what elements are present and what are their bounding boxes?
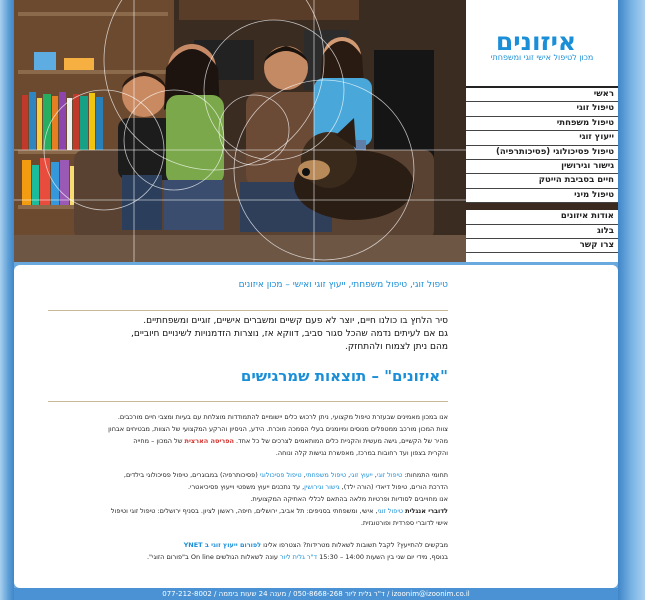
main-nav — [466, 86, 618, 253]
text-span: , אישי, ומשפחתי בסניפים: תל אביב, ירושלים, חיפה, ראשון לציון. בסניף ירושלים: טיפול זוגי וטיפול — [110, 507, 378, 515]
paragraph-specialties: תחומי התמחות: טיפול זוגי, ייעוץ זוגי, טיפול משפחתי, טיפול פסיכולוגי (פסיכותרפיה) במבוגרים, טיפול פסיכולוגי בילדים, הדרכת הורים, טיפול דיאדי (הורה ילד), גישור וגירושין, עד נתכנים ייעוץ משפטי וייעוץ פסיכיאטרי. אנו מחוייבים לסודיות ופרטיות מלאה בהתאם לכללי האתיקה המקצועית. לדוברי אנגלית טיפול זוגי, אישי, ומשפחתי בסניפים: תל אביב, ירושלים, חיפה, ראשון לציון. בסניף ירושלים: טיפול זוגי וטיפול אישי לדוברי ספרדית ופורטוגזית. — [110, 471, 448, 527]
link-couple-counseling[interactable]: ייעוץ זוגי — [350, 471, 373, 479]
link-mediation[interactable]: גישור וגירושין — [304, 483, 340, 491]
brand-logo[interactable] — [466, 0, 618, 76]
page-tagline: טיפול זוגי, טיפול משפחתי, ייעוץ זוגי ואישי – מכון איזונים — [238, 280, 448, 290]
nav-item-home[interactable]: ראשי — [466, 86, 618, 102]
nav-item-psychotherapy[interactable]: טיפול פסיכולוגי (פסיכותרפיה) — [466, 146, 618, 160]
link-psychotherapy[interactable]: טיפול פסיכולוגי — [259, 471, 302, 479]
intro-line: סיר הלחץ בו כולנו חיים, יוצר לא פעם קשיים ומשברים אישיים, זוגיים ומשפחתיים. — [143, 316, 448, 326]
right-stripe — [618, 0, 645, 600]
intro-line: מהם ניתן לצמוח ולהתחזק. — [344, 342, 448, 352]
paragraph-about — [28, 411, 448, 459]
text-span: תחומי התמחות: — [404, 471, 448, 479]
left-stripe — [0, 0, 14, 600]
nav-item-hitech-life[interactable]: חיים בסביבת הייטק — [466, 174, 618, 188]
text-span: הדרכת הורים, טיפול דיאדי (הורה ילד), — [341, 483, 448, 491]
text-span: אנו מחוייבים לסודיות ופרטיות מלאה בהתאם לכללי האתיקה המקצועית. — [250, 495, 448, 503]
main-content — [14, 265, 618, 588]
family-photo-illustration — [14, 0, 466, 262]
link-ynet-forum[interactable]: לפורום ייעוץ זוגי ב YNET — [183, 541, 262, 549]
nav-item-blog[interactable]: בלוג — [466, 225, 618, 239]
nav-item-family-therapy[interactable]: טיפול משפחתי — [466, 117, 618, 131]
text-span: (פסיכותרפיה) במבוגרים, טיפול פסיכולוגי בילדים, — [123, 471, 258, 479]
nav-item-couple-counseling[interactable]: ייעוץ זוגי — [466, 131, 618, 145]
side-panel — [466, 0, 618, 262]
nav-item-mediation-divorce[interactable]: גישור וגירושין — [466, 160, 618, 174]
brand-subtitle: מכון לטיפול אישי זוגי ומשפחתי — [490, 53, 594, 62]
text-span: אנו במכון מאמינים שבעזרת טיפול מקצועי, ניתן לרכוש כלים יישומיים להתמודדות מוצלחת עם בעיות ומצבי חיים מורכבים. — [117, 413, 448, 421]
brand-title: איזונים — [495, 27, 577, 56]
nav-item-about[interactable]: אודות איזונים — [466, 210, 618, 224]
body-text — [28, 411, 448, 573]
text-span: אישי לדוברי ספרדית ופורטוגזית. — [360, 519, 448, 527]
hero-family-photo — [14, 0, 466, 262]
divider — [48, 310, 448, 311]
text-span: והקרית בצפון ועד רחובות במרכז, מאפשרת נגישות קלה ונוחה. — [275, 449, 448, 457]
nav-divider — [466, 203, 618, 210]
link-couple-therapy[interactable]: טיפול זוגי — [376, 471, 403, 479]
paragraph-forum — [28, 539, 448, 563]
text-span: צוות המכון מורכב ממטפלים מנוסים ומיומנים בעלי הסמכה מוכרת. הידע, הניסיון והרקע המקצועי של הצוות, מבטיחים אבחון — [108, 425, 448, 433]
nav-item-contact[interactable]: צרו קשר — [466, 239, 618, 253]
nav-item-couple-therapy[interactable]: טיפול זוגי — [466, 102, 618, 116]
text-span: בנוסף, מידי יום שני בין השעות 14:00 – 15:30 — [319, 553, 448, 561]
intro-line: גם אם לעיתים נדמה שהכל סגור סביב, דווקא אז, נוצרות הזדמנויות לשינויים חיוביים, — [131, 329, 448, 339]
intro-text — [38, 315, 448, 354]
link-couple-therapy-en[interactable]: טיפול זוגי — [377, 507, 403, 515]
text-span: , עד נתכנים ייעוץ משפטי וייעוץ פסיכיאטרי. — [187, 483, 305, 491]
text-span: עונה לשאלות הגולשים On line ב"פורום הזוגי". — [146, 553, 278, 561]
nav-item-sex-therapy[interactable]: טיפול מיני — [466, 189, 618, 203]
link-national-coverage[interactable]: הפריסה הארצית — [184, 437, 234, 445]
text-span: מבקשים להתייעץ? לקבל תשובות לשאלות מטרידות? הצטרפו אלינו — [263, 541, 448, 549]
text-span: של המכון – מחייה — [133, 437, 183, 445]
divider — [48, 401, 448, 402]
link-family-therapy[interactable]: טיפול משפחתי — [305, 471, 347, 479]
text-span: לדוברי אנגלית — [405, 507, 448, 515]
footer-contact: izoonim@izoonim.co.il / ד"ר גלית ליור 050-8668-268 / מענה 24 שעות ביממה / 077-212-8002 — [14, 588, 618, 600]
text-span: מהיר של הקשיים, גישה מעשית והקניית כלים המותאמים לצרכים של כל אחד. — [236, 437, 448, 445]
page-headline: "איזונים" – תוצאות שמרגישים — [240, 367, 448, 385]
link-dr-galit[interactable]: ד"ר גלית ליור — [280, 553, 318, 561]
